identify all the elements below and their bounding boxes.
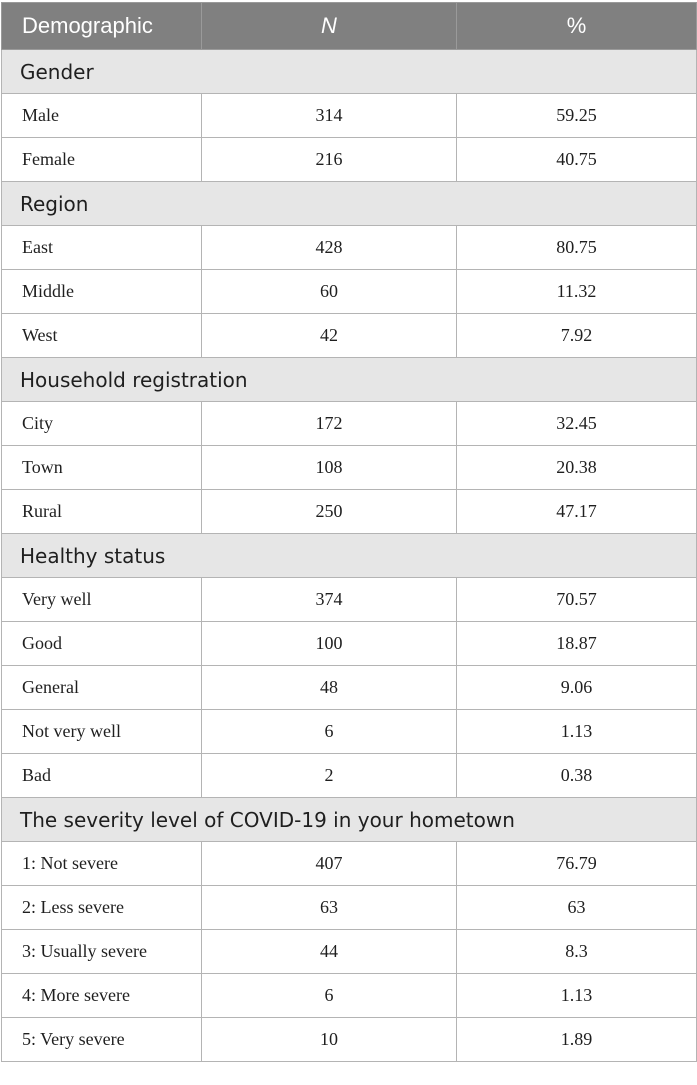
group-title: The severity level of COVID-19 in your hometown xyxy=(2,798,697,842)
row-label: Not very well xyxy=(2,710,202,754)
row-label: 1: Not severe xyxy=(2,842,202,886)
table-row xyxy=(2,842,697,886)
table-row xyxy=(2,974,697,1018)
table-row xyxy=(2,666,697,710)
row-label: Middle xyxy=(2,270,202,314)
row-label: East xyxy=(2,226,202,270)
table-row xyxy=(2,270,697,314)
table-row xyxy=(2,138,697,182)
row-percent: 8.3 xyxy=(457,930,697,974)
table-row xyxy=(2,710,697,754)
table-row xyxy=(2,754,697,798)
table-row xyxy=(2,314,697,358)
row-label: 2: Less severe xyxy=(2,886,202,930)
row-n: 250 xyxy=(202,490,457,534)
row-label: Good xyxy=(2,622,202,666)
header-n: N xyxy=(202,3,457,50)
table-body xyxy=(2,50,697,1062)
row-percent: 7.92 xyxy=(457,314,697,358)
row-label: City xyxy=(2,402,202,446)
table-header-row xyxy=(2,3,697,50)
row-percent: 47.17 xyxy=(457,490,697,534)
group-row xyxy=(2,50,697,94)
row-label: Rural xyxy=(2,490,202,534)
row-percent: 1.89 xyxy=(457,1018,697,1062)
row-label: 3: Usually severe xyxy=(2,930,202,974)
row-percent: 70.57 xyxy=(457,578,697,622)
header-demographic: Demographic xyxy=(2,3,202,50)
row-percent: 9.06 xyxy=(457,666,697,710)
row-n: 428 xyxy=(202,226,457,270)
demographics-table xyxy=(1,2,697,1062)
row-percent: 18.87 xyxy=(457,622,697,666)
row-n: 60 xyxy=(202,270,457,314)
group-row xyxy=(2,534,697,578)
row-n: 172 xyxy=(202,402,457,446)
row-label: Town xyxy=(2,446,202,490)
row-n: 48 xyxy=(202,666,457,710)
row-n: 100 xyxy=(202,622,457,666)
table-row xyxy=(2,402,697,446)
table-row xyxy=(2,578,697,622)
row-n: 10 xyxy=(202,1018,457,1062)
row-n: 407 xyxy=(202,842,457,886)
row-percent: 1.13 xyxy=(457,974,697,1018)
row-percent: 1.13 xyxy=(457,710,697,754)
row-percent: 80.75 xyxy=(457,226,697,270)
row-n: 314 xyxy=(202,94,457,138)
row-label: 4: More severe xyxy=(2,974,202,1018)
row-label: West xyxy=(2,314,202,358)
row-label: 5: Very severe xyxy=(2,1018,202,1062)
header-percent: % xyxy=(457,3,697,50)
row-percent: 0.38 xyxy=(457,754,697,798)
row-n: 216 xyxy=(202,138,457,182)
table-row xyxy=(2,1018,697,1062)
group-row xyxy=(2,182,697,226)
table-row xyxy=(2,886,697,930)
row-percent: 63 xyxy=(457,886,697,930)
table-row xyxy=(2,226,697,270)
group-row xyxy=(2,798,697,842)
row-n: 42 xyxy=(202,314,457,358)
row-n: 2 xyxy=(202,754,457,798)
row-n: 108 xyxy=(202,446,457,490)
row-percent: 76.79 xyxy=(457,842,697,886)
row-percent: 59.25 xyxy=(457,94,697,138)
row-label: Male xyxy=(2,94,202,138)
row-label: Very well xyxy=(2,578,202,622)
group-title: Healthy status xyxy=(2,534,697,578)
row-label: Bad xyxy=(2,754,202,798)
row-label: General xyxy=(2,666,202,710)
row-percent: 20.38 xyxy=(457,446,697,490)
table-row xyxy=(2,930,697,974)
group-row xyxy=(2,358,697,402)
row-percent: 40.75 xyxy=(457,138,697,182)
group-title: Region xyxy=(2,182,697,226)
table-row xyxy=(2,490,697,534)
row-n: 374 xyxy=(202,578,457,622)
row-n: 6 xyxy=(202,710,457,754)
group-title: Gender xyxy=(2,50,697,94)
table-row xyxy=(2,446,697,490)
row-percent: 11.32 xyxy=(457,270,697,314)
row-n: 6 xyxy=(202,974,457,1018)
row-percent: 32.45 xyxy=(457,402,697,446)
table-row xyxy=(2,622,697,666)
row-label: Female xyxy=(2,138,202,182)
table-row xyxy=(2,94,697,138)
group-title: Household registration xyxy=(2,358,697,402)
row-n: 63 xyxy=(202,886,457,930)
row-n: 44 xyxy=(202,930,457,974)
